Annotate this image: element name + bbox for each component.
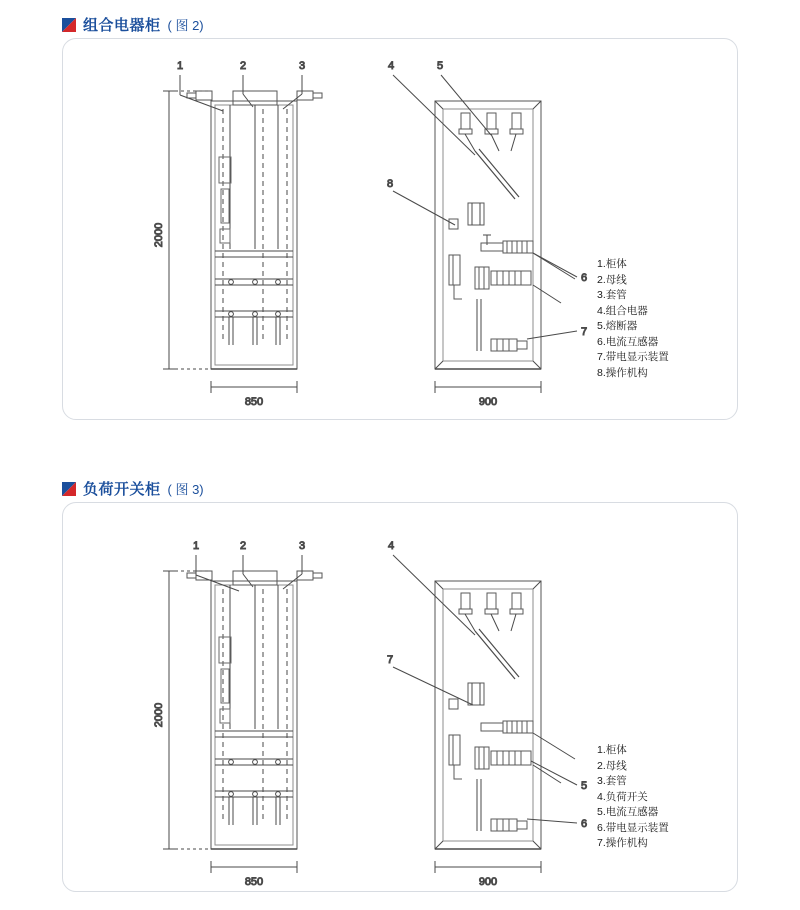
legend-item: 6.电流互感器 [597,335,659,348]
flag-icon [62,18,76,32]
dim-width-right-1: 900 [478,396,498,408]
legend-item: 2.母线 [597,273,627,286]
dim-height-left-2: 2000 [153,702,165,728]
callout-8-right-1: 8 [386,178,394,190]
dim-width-left-2: 850 [244,876,264,888]
legend-list-1 [597,257,669,381]
callout-3-left-1: 3 [298,60,306,72]
callout-6-right-2: 6 [581,818,588,830]
callout-3-left-2: 3 [298,540,306,552]
section-title: 组合电器柜 [83,17,161,34]
callout-5-right-2: 5 [581,780,588,792]
legend-item: 4.组合电器 [597,304,648,317]
callout-1-left-1: 1 [176,60,184,72]
callout-1-left-2: 1 [192,540,200,552]
figure-panel-1 [62,38,738,420]
legend-item: 5.电流互感器 [597,806,659,818]
legend-item: 1.柜体 [597,744,627,756]
dim-width-left-1: 850 [244,396,264,408]
dim-height-left-1: 2000 [153,222,165,248]
callout-5-right-1: 5 [436,60,444,72]
legend-item: 7.操作机构 [597,837,648,849]
callout-2-left-2: 2 [239,540,247,552]
legend-item: 7.带电显示装置 [597,351,669,363]
callout-2-left-1: 2 [239,60,247,72]
callout-4-right-1: 4 [387,60,395,72]
callout-7-right-1: 7 [581,326,588,338]
legend-item: 2.母线 [597,759,627,772]
section-heading-2 [62,478,204,499]
legend-item: 5.熔断器 [597,320,638,332]
dim-width-right-2: 900 [478,876,498,888]
legend-item: 4.负荷开关 [597,790,648,803]
section-subtitle: ( 图 3) [167,482,204,497]
flag-icon [62,482,76,496]
figure-panel-2 [62,502,738,892]
section-title: 负荷开关柜 [83,481,161,498]
callout-6-right-1: 6 [581,272,588,284]
callout-7-right-2: 7 [386,654,394,666]
legend-item: 3.套管 [597,289,627,301]
legend-item: 6.带电显示装置 [597,821,669,834]
section-heading-1 [62,14,204,35]
callout-4-right-2: 4 [387,540,395,552]
legend-list-2 [597,743,669,852]
legend-item: 1.柜体 [597,258,627,270]
legend-item: 8.操作机构 [597,366,648,379]
section-subtitle: ( 图 2) [167,18,204,33]
legend-item: 3.套管 [597,775,627,787]
